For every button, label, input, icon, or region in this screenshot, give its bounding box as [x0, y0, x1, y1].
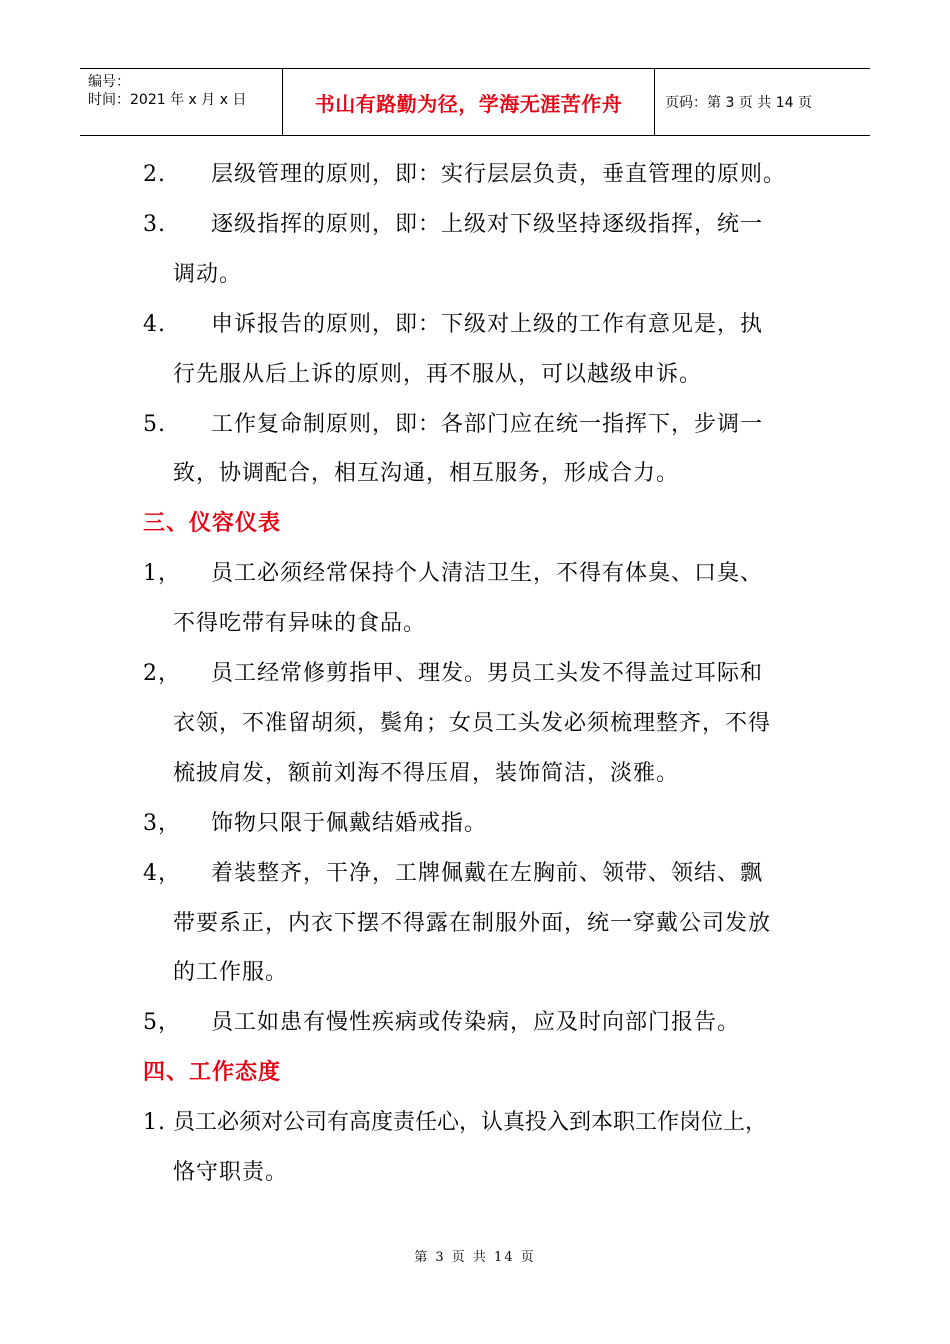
paragraph-text: 衣领，不准留胡须，鬓角；女员工头发必须梳理整齐，不得	[173, 710, 772, 736]
section-heading-text: 三、仪容仪表	[143, 511, 282, 537]
paragraph-text: 员工经常修剪指甲、理发。男员工头发不得盖过耳际和	[211, 661, 764, 686]
paragraph-text: 申诉报告的原则，即：下级对上级的工作有意见是，执	[211, 311, 764, 337]
section-heading	[143, 1058, 281, 1088]
page-header	[80, 68, 870, 136]
header-motto-cell	[283, 69, 655, 135]
list-number: 4.	[143, 311, 166, 337]
list-number: 1，	[143, 561, 181, 587]
header-motto: 书山有路勤为径，学海无涯苦作舟	[314, 91, 623, 116]
paragraph-text: 员工如患有慢性疾病或传染病，应及时向部门报告。	[211, 1010, 741, 1036]
header-page-info: 页码：第 3 页 共 14 页	[665, 95, 812, 111]
header-page-info-cell	[655, 69, 870, 135]
paragraph-text: 的工作服。	[173, 960, 289, 986]
list-number: 2.	[143, 162, 166, 187]
paragraph-text: 不得吃带有异味的食品。	[173, 611, 427, 637]
section-heading-text: 四、工作态度	[143, 1060, 282, 1086]
paragraph-text: 恪守职责。	[173, 1160, 289, 1185]
paragraph-text: 行先服从后上诉的原则，再不服从，可以越级申诉。	[173, 361, 703, 387]
list-number: 1.	[143, 1110, 166, 1136]
paragraph-text: 逐级指挥的原则，即：上级对下级坚持逐级指挥，统一	[211, 211, 764, 237]
paragraph-text: 调动。	[173, 261, 243, 287]
document-number-label: 编号：	[88, 74, 130, 90]
list-number: 3.	[143, 211, 166, 237]
list-number: 5，	[143, 1010, 181, 1036]
paragraph-text: 层级管理的原则，即：实行层层负责，垂直管理的原则。	[211, 162, 787, 187]
paragraph-text: 带要系正，内衣下摆不得露在制服外面，统一穿戴公司发放	[173, 910, 772, 936]
list-number: 5.	[143, 411, 166, 437]
header-meta	[80, 69, 283, 135]
page-footer: 第 3 页 共 14 页	[414, 1250, 536, 1265]
paragraph-text: 工作复命制原则，即：各部门应在统一指挥下，步调一	[211, 411, 764, 437]
paragraph-text: 员工必须对公司有高度责任心，认真投入到本职工作岗位上，	[173, 1110, 768, 1136]
paragraph-text: 梳披肩发，额前刘海不得压眉，装饰简洁，淡雅。	[173, 760, 680, 786]
list-number: 2，	[143, 661, 181, 686]
list-number: 4，	[143, 860, 181, 886]
list-number: 3，	[143, 810, 181, 836]
document-date: 时间：2021 年 x 月 x 日	[88, 92, 247, 108]
paragraph-text: 着装整齐，干净，工牌佩戴在左胸前、领带、领结、飘	[211, 860, 764, 886]
paragraph-text: 饰物只限于佩戴结婚戒指。	[211, 810, 488, 836]
paragraph-text: 致，协调配合，相互沟通，相互服务，形成合力。	[173, 461, 680, 487]
paragraph-text: 员工必须经常保持个人清洁卫生，不得有体臭、口臭、	[211, 561, 764, 587]
section-heading	[143, 509, 281, 539]
